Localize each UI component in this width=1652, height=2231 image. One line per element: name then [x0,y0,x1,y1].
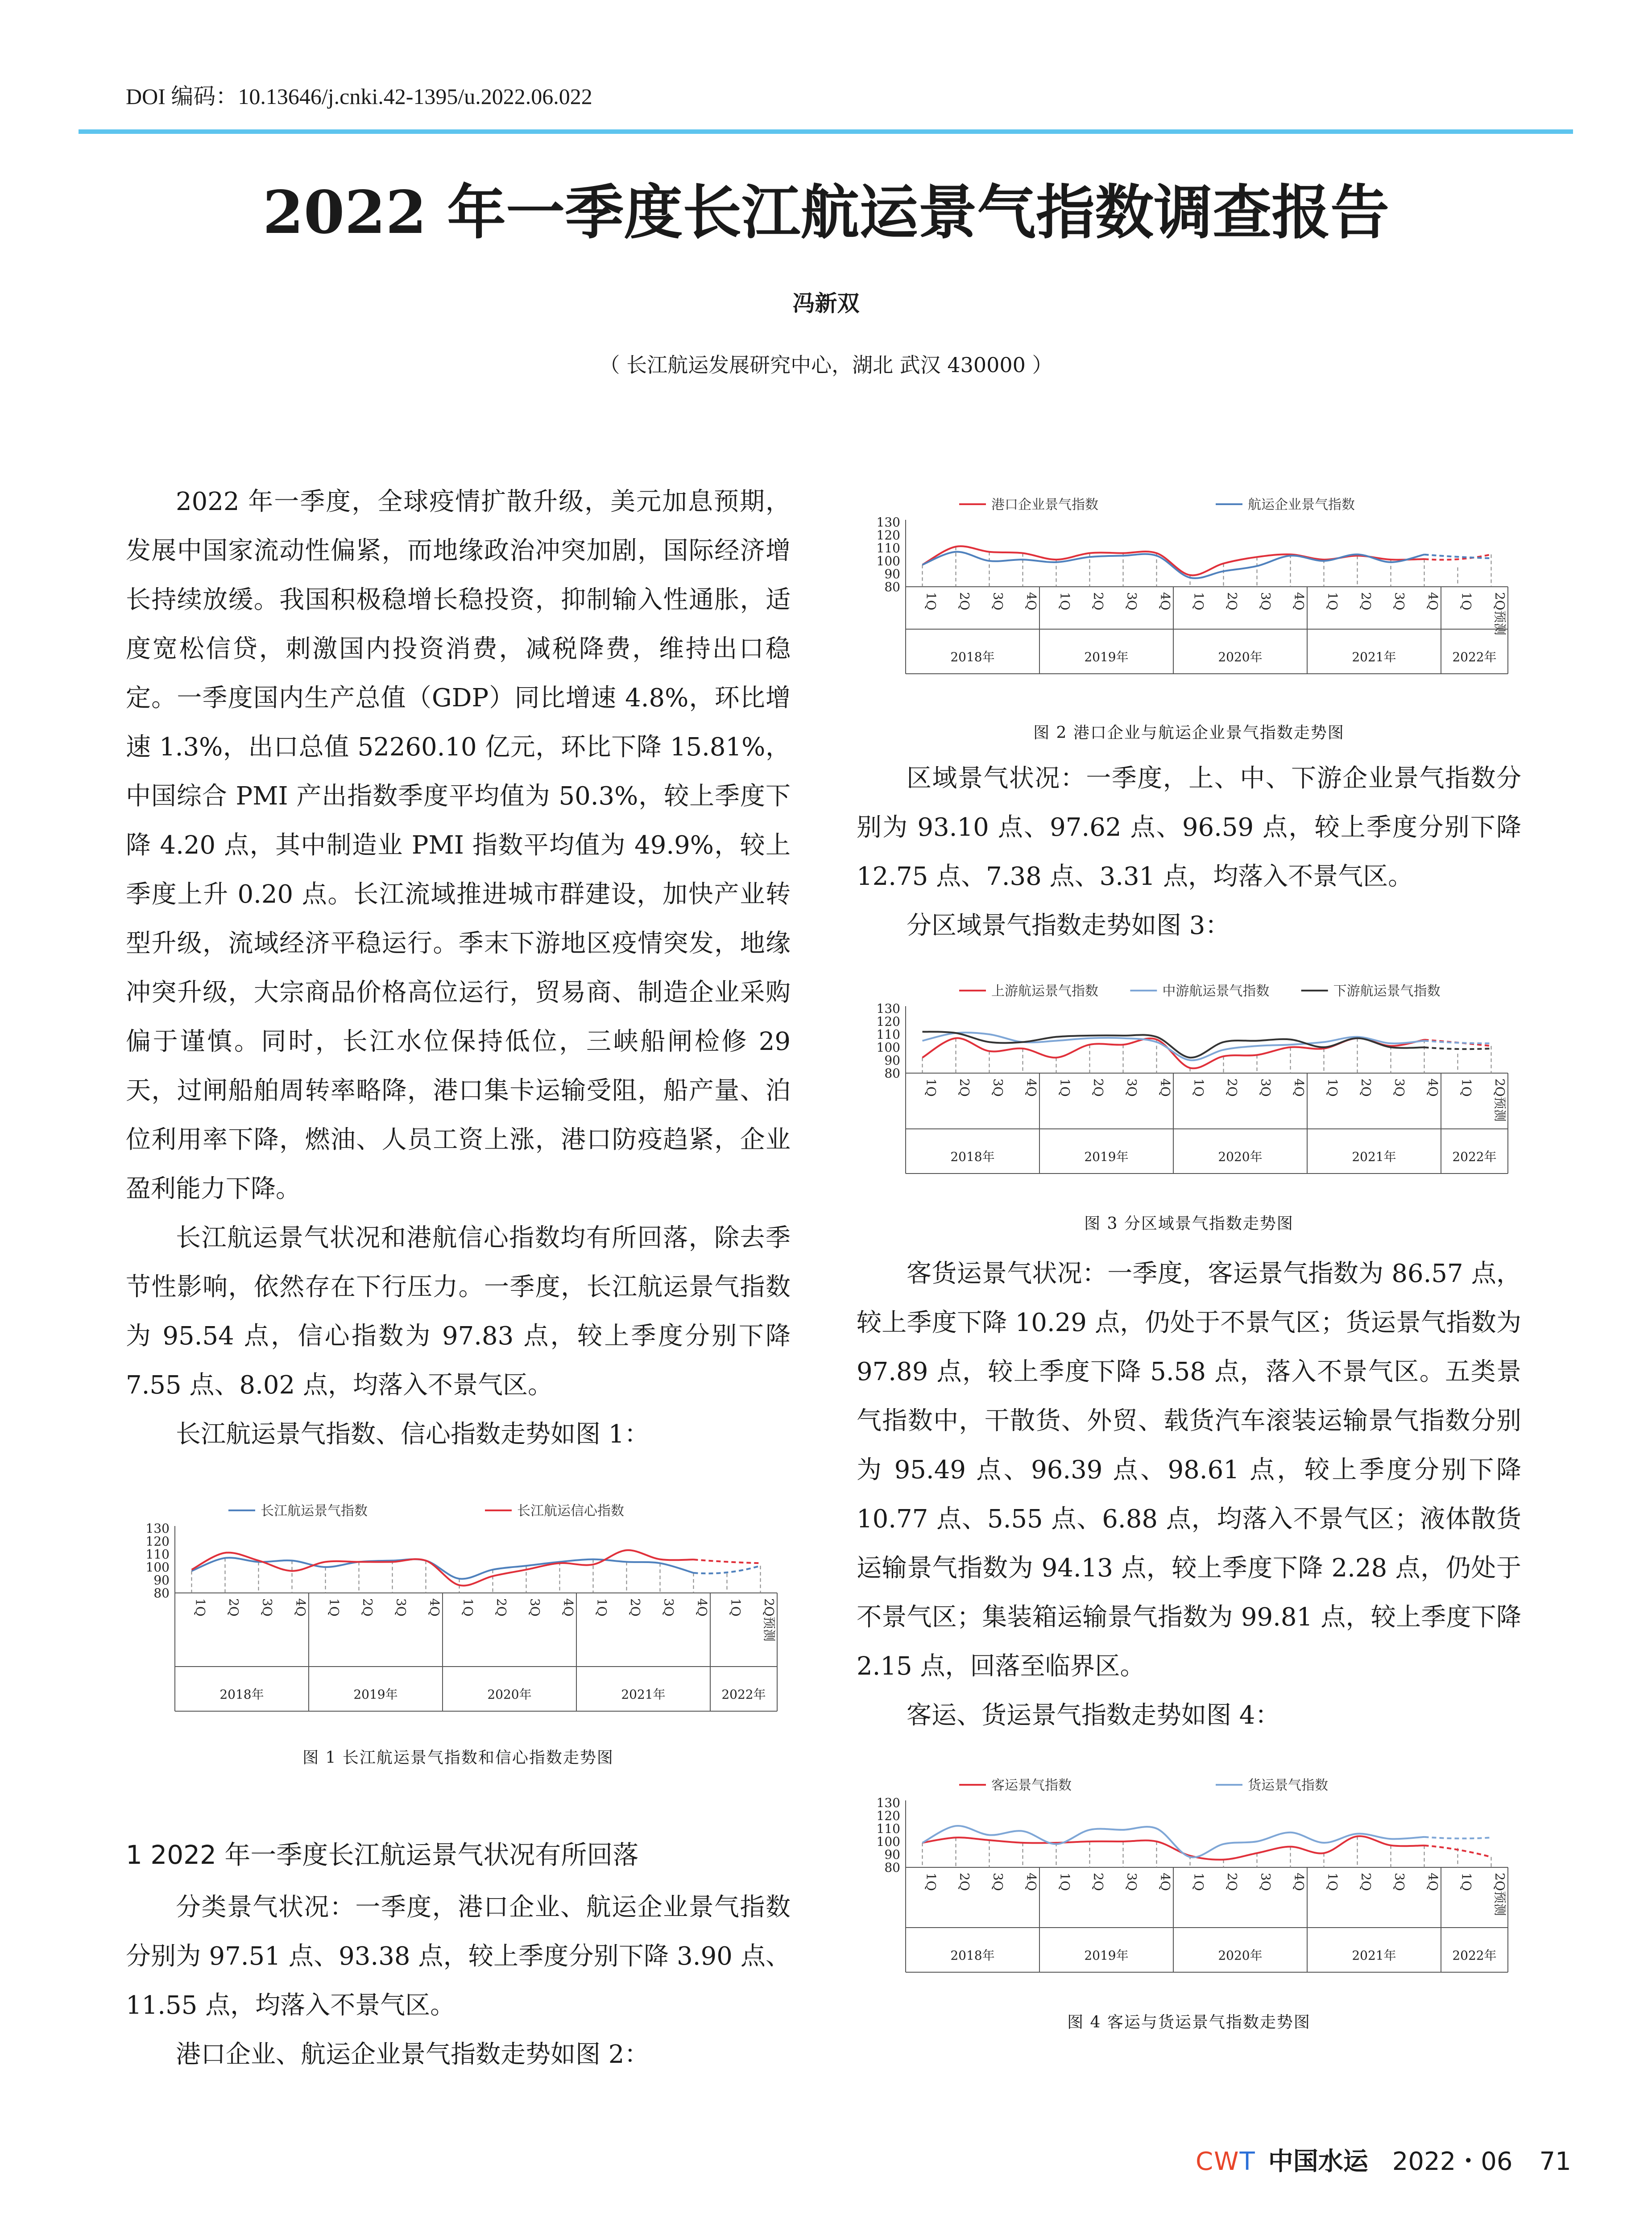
x-tick-label: 1Q [1191,1078,1206,1097]
right-column-text [857,754,1521,950]
y-tick-label: 100 [876,554,900,568]
year-label: 2018年 [219,1687,264,1702]
x-tick-label: 2Q预测 [1492,1873,1507,1916]
chart-fig3 [857,973,1521,1182]
year-label: 2019年 [1084,650,1129,664]
x-tick-label: 1Q [1057,1078,1072,1097]
legend-label: 港口企业景气指数 [991,497,1098,513]
x-tick-label: 1Q [1325,1078,1340,1097]
x-tick-label: 1Q [1459,592,1474,610]
x-tick-label: 4Q [1292,592,1307,610]
x-tick-label: 4Q [427,1598,442,1617]
paragraph: 长江航运景气状况和港航信心指数均有所回落，除去季节性影响，依然存在下行压力。一季度，长江航运景气指数为 95.54 点，信心指数为 97.83 点，较上季度分别下降 7.55 点、8.02 点，均落入不景气区。 [126,1223,791,1400]
x-tick-label: 4Q [561,1598,576,1617]
x-tick-label: 2Q [1225,1078,1240,1097]
year-label: 2018年 [950,1149,995,1164]
year-label: 2020年 [1218,650,1263,664]
x-tick-label: 2Q [628,1598,643,1617]
paragraph: 2022 年一季度，全球疫情扩散升级，美元加息预期，发展中国家流动性偏紧，而地缘政治冲突加剧，国际经济增长持续放缓。我国积极稳增长稳投资，抑制输入性通胀，适度宽松信贷，刺激国内投资消费，减税降费，维持出口稳定。一季度国内生产总值（GDP）同比增速 4.8%，环比增速 1.3%，出口总值 52260.10 亿元，环比下降 15.81%，中国综合 PMI 产出指数季度平均值为 50.3%，较上季度下降 4.20 点，其中制造业 PMI 指数平均值为 49.9%，较上季度上升 0.20 点。长江流域推进城市群建设，加快产业转型升级，流域经济平稳运行。季末下游地区疫情突发，地缘冲突升级，大宗商品价格高位运行，贸易商、制造企业采购偏于谨慎。同时，长江水位保持低位，三峡船闸检修 29 天，过闸船舶周转率略降，港口集卡运输受阻，船产量、泊位利用率下降，燃油、人员工资上涨，港口防疫趋紧，企业盈利能力下降。 [126,487,791,1203]
x-tick-label: 3Q [1258,1873,1273,1891]
y-tick-label: 120 [876,1014,900,1029]
year-label: 2021年 [621,1687,666,1702]
y-tick-label: 100 [145,1560,170,1575]
x-tick-label: 2Q预测 [1492,1078,1507,1122]
figure-2 [857,486,1521,743]
x-tick-label: 3Q [1392,592,1407,610]
x-tick-label: 1Q [1057,592,1072,610]
x-tick-label: 1Q [923,1873,939,1891]
footer-logo-t: T [1239,2147,1256,2176]
year-label: 2022年 [721,1687,766,1702]
x-tick-label: 4Q [1024,1078,1039,1097]
legend-label: 货运景气指数 [1248,1778,1328,1793]
paragraph: 客运、货运景气指数走势如图 4： [907,1701,1280,1730]
legend-label: 上游航运景气指数 [991,983,1098,999]
x-tick-label: 1Q [923,1078,939,1097]
y-tick-label: 130 [876,1796,900,1810]
y-tick-label: 90 [884,567,900,581]
x-tick-label: 4Q [1425,1078,1441,1097]
year-label: 2018年 [950,1948,995,1963]
x-tick-label: 2Q [1091,1078,1106,1097]
paragraph: 分类景气状况：一季度，港口企业、航运企业景气指数分别为 97.51 点、93.38 点，较上季度分别下降 3.90 点、11.55 点，均落入不景气区。 [126,1893,791,2020]
year-label: 2018年 [950,650,995,664]
year-label: 2021年 [1352,650,1396,664]
x-tick-label: 4Q [1158,1078,1173,1097]
chart-fig2 [857,486,1521,683]
y-tick-label: 80 [884,1860,900,1875]
year-label: 2020年 [1218,1948,1263,1963]
y-tick-label: 90 [153,1573,170,1588]
x-tick-label: 4Q [1292,1873,1307,1891]
figure-1 [126,1493,791,1768]
paragraph: 分区域景气指数走势如图 3： [907,911,1230,940]
x-tick-label: 4Q [1158,1873,1173,1891]
x-tick-label: 2Q [360,1598,375,1617]
x-tick-label: 3Q [990,1873,1006,1891]
x-tick-label: 3Q [527,1598,542,1617]
x-tick-label: 1Q [1191,1873,1206,1891]
figure-caption: 图 3 分区域景气指数走势图 [1084,1215,1294,1233]
legend-label: 长江航运信心指数 [517,1503,624,1519]
year-label: 2021年 [1352,1948,1396,1963]
x-tick-label: 1Q [923,592,939,610]
year-label: 2021年 [1352,1149,1396,1164]
figure-caption: 图 4 客运与货运景气指数走势图 [1067,2013,1311,2032]
series-line [923,1033,1424,1060]
y-tick-label: 110 [876,1027,900,1042]
x-tick-label: 4Q [1425,1873,1441,1891]
y-tick-label: 120 [876,528,900,543]
year-label: 2019年 [1084,1948,1129,1963]
x-tick-label: 3Q [990,1078,1006,1097]
y-tick-label: 120 [876,1808,900,1823]
x-tick-label: 3Q [1258,1078,1273,1097]
legend-label: 客运景气指数 [991,1778,1072,1793]
y-tick-label: 120 [145,1534,170,1549]
x-tick-label: 2Q [1225,1873,1240,1891]
page-footer [1196,2142,1571,2177]
header-rule [79,129,1573,134]
left-column-text [126,477,791,1459]
forecast-line [694,1566,761,1573]
x-tick-label: 2Q [957,1873,972,1891]
y-tick-label: 100 [876,1834,900,1849]
x-tick-label: 1Q [1191,592,1206,610]
affiliation: （ 长江航运发展研究中心，湖北 武汉 430000 ） [599,353,1053,377]
y-tick-label: 110 [876,541,900,556]
x-tick-label: 1Q [193,1598,208,1617]
figure-3 [857,973,1521,1234]
paper-title: 2022 年一季度长江航运景气指数调查报告 [262,178,1390,247]
x-tick-label: 1Q [460,1598,476,1617]
x-tick-label: 1Q [728,1598,743,1617]
x-tick-label: 3Q [393,1598,409,1617]
y-tick-label: 130 [876,1001,900,1016]
y-tick-label: 110 [876,1821,900,1836]
x-tick-label: 1Q [1325,1873,1340,1891]
footer-issue: 2022・06 [1392,2147,1513,2176]
x-tick-label: 3Q [1392,1873,1407,1891]
forecast-line [694,1559,761,1563]
x-tick-label: 3Q [990,592,1006,610]
x-tick-label: 4Q [1024,592,1039,610]
y-tick-label: 90 [884,1847,900,1862]
forecast-line [1424,1041,1491,1044]
x-tick-label: 2Q [957,1078,972,1097]
x-tick-label: 3Q [1258,592,1273,610]
legend-label: 下游航运景气指数 [1333,983,1441,999]
x-tick-label: 2Q [1358,1078,1374,1097]
x-tick-label: 2Q [494,1598,509,1617]
year-label: 2022年 [1452,1149,1497,1164]
x-tick-label: 1Q [594,1598,609,1617]
x-tick-label: 3Q [260,1598,275,1617]
series-line [192,1550,694,1585]
section-heading: 1 2022 年一季度长江航运景气状况有所回落 [126,1840,639,1870]
y-tick-label: 80 [884,1066,900,1081]
x-tick-label: 1Q [327,1598,342,1617]
y-tick-label: 110 [145,1547,170,1562]
x-tick-label: 2Q [1091,1873,1106,1891]
legend-label: 中游航运景气指数 [1162,983,1270,999]
year-label: 2020年 [1218,1149,1263,1164]
x-tick-label: 3Q [1392,1078,1407,1097]
y-tick-label: 130 [145,1521,170,1536]
x-tick-label: 1Q [1325,592,1340,610]
x-tick-label: 1Q [1459,1078,1474,1097]
year-label: 2019年 [1084,1149,1129,1164]
footer-logo-cw: CW [1196,2147,1240,2176]
x-tick-label: 2Q [1091,592,1106,610]
x-tick-label: 3Q [1124,592,1139,610]
x-tick-label: 1Q [1459,1873,1474,1891]
x-tick-label: 3Q [1124,1873,1139,1891]
paragraph: 港口企业、航运企业景气指数走势如图 2： [176,2040,650,2069]
y-tick-label: 100 [876,1040,900,1055]
paragraph: 客货运景气状况：一季度，客运景气指数为 86.57 点，较上季度下降 10.29 点，仍处于不景气区；货运景气指数为 97.89 点，较上季度下降 5.58 点，落入不景气区。五类景气指数中，干散货、外贸、载货汽车滚装运输景气指数分别为 95.49 点、96.39 点、98.61 点，较上季度分别下降 10.77 点、5.55 点、6.88 点，均落入不景气区；液体散货运输景气指数为 94.13 点，较上季度下降 2.28 点，仍处于不景气区；集装箱运输景气指数为 99.81 点，较上季度下降 2.15 点，回落至临界区。 [857,1259,1521,1681]
figure-caption: 图 2 港口企业与航运企业景气指数走势图 [1033,724,1345,742]
x-tick-label: 2Q [1358,592,1374,610]
paragraph: 区域景气状况：一季度，上、中、下游企业景气指数分别为 93.10 点、97.62 点、96.59 点，较上季度分别下降 12.75 点、7.38 点、3.31 点，均落入不景气区。 [857,764,1521,891]
x-tick-label: 4Q [695,1598,710,1617]
footer-page-number: 71 [1539,2147,1571,2176]
footer-magazine: 中国水运 [1268,2147,1368,2176]
chart-fig1 [126,1493,791,1720]
left-column-text-b [126,1883,791,2079]
y-tick-label: 130 [876,515,900,530]
legend-label: 长江航运景气指数 [261,1503,368,1519]
y-tick-label: 80 [153,1586,170,1601]
y-tick-label: 80 [884,580,900,594]
chart-fig4 [857,1767,1521,1981]
x-tick-label: 2Q [957,592,972,610]
y-tick-label: 90 [884,1053,900,1068]
x-tick-label: 2Q [226,1598,241,1617]
figure-caption: 图 1 长江航运景气指数和信心指数走势图 [302,1749,614,1767]
year-label: 2022年 [1452,1948,1497,1963]
x-tick-label: 2Q预测 [762,1598,777,1642]
x-tick-label: 2Q预测 [1492,592,1507,635]
legend-label: 航运企业景气指数 [1248,497,1355,513]
paragraph: 长江航运景气指数、信心指数走势如图 1： [176,1420,650,1449]
x-tick-label: 2Q [1358,1873,1374,1891]
series-line [923,1836,1424,1860]
forecast-line [1424,1837,1491,1838]
figure-4 [857,1767,1521,2032]
x-tick-label: 2Q [1225,592,1240,610]
author-name: 冯新双 [792,290,860,316]
x-tick-label: 4Q [1024,1873,1039,1891]
year-label: 2019年 [353,1687,398,1702]
right-column-text-b [857,1249,1521,1740]
x-tick-label: 3Q [661,1598,676,1617]
series-line [192,1558,694,1579]
x-tick-label: 4Q [293,1598,308,1617]
year-label: 2020年 [487,1687,532,1702]
x-tick-label: 4Q [1292,1078,1307,1097]
x-tick-label: 1Q [1057,1873,1072,1891]
year-label: 2022年 [1452,650,1497,664]
forecast-line [1424,1047,1491,1049]
doi-line: DOI 编码：10.13646/j.cnki.42-1395/u.2022.06.022 [126,84,592,109]
x-tick-label: 3Q [1124,1078,1139,1097]
x-tick-label: 4Q [1158,592,1173,610]
x-tick-label: 4Q [1425,592,1441,610]
